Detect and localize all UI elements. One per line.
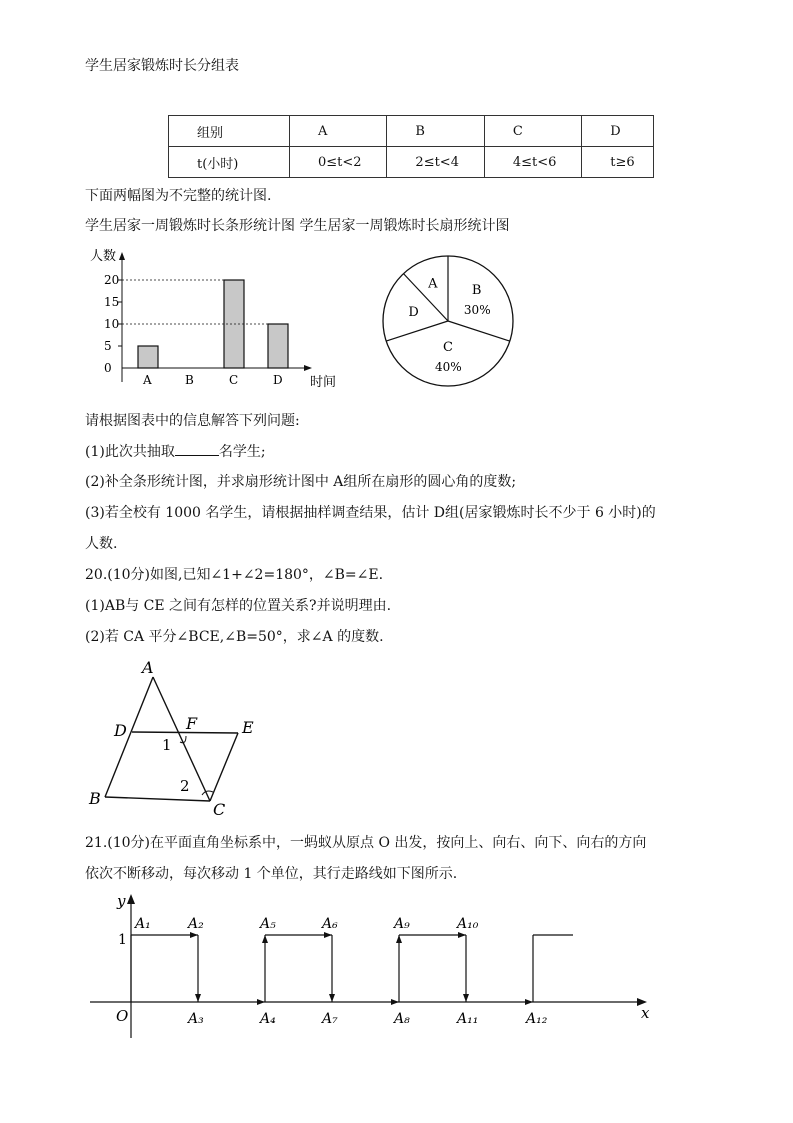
y-tick-label: 15 — [104, 295, 120, 309]
point-label-a6: A₆ — [322, 916, 338, 932]
table-cell: t(小时) — [169, 147, 290, 178]
origin-label: O — [116, 1007, 129, 1025]
bar — [138, 346, 158, 368]
table-cell: C — [484, 116, 581, 147]
arrow-head — [329, 994, 335, 1002]
q20-part2: (2)若 CA 平分∠BCE,∠B=50°，求∠A 的度数. — [85, 629, 384, 645]
ant-path — [131, 935, 573, 1002]
bar-chart-y-arrow — [119, 252, 125, 260]
y-tick-label: 5 — [104, 339, 112, 353]
x-category-label: C — [229, 373, 239, 387]
y-tick-label: 10 — [104, 317, 120, 331]
arrow-head — [262, 935, 268, 943]
angle-1-label: 1 — [162, 736, 172, 754]
table-row — [169, 116, 654, 147]
group-table — [168, 115, 654, 178]
y-tick-1-label: 1 — [118, 932, 127, 948]
point-d-label: D — [114, 721, 127, 740]
table-cell: B — [387, 116, 484, 147]
q19-part1-lead: (1)此次共抽取 — [85, 444, 175, 460]
bar-chart-x-arrow — [304, 365, 312, 371]
segment-bc — [105, 797, 210, 801]
arrow-head — [463, 994, 469, 1002]
bar — [268, 324, 288, 368]
intro-text: 下面两幅图为不完整的统计图. — [85, 188, 272, 204]
point-label-a1: A₁ — [135, 916, 151, 932]
point-a-label: A — [142, 658, 154, 677]
table-cell: t≥6 — [582, 147, 654, 178]
q21-stem-cont: 依次不断移动，每次移动 1 个单位，其行走路线如下图所示. — [85, 866, 458, 882]
point-label-a3: A₃ — [188, 1011, 204, 1027]
pie-slice-label: D — [408, 305, 419, 321]
arrow-head — [257, 999, 265, 1005]
point-c-label: C — [213, 800, 226, 819]
point-label-a12: A₁₂ — [526, 1011, 548, 1027]
x-axis-label: x — [641, 1004, 650, 1022]
q19-part1-tail: 名学生; — [218, 444, 266, 460]
table-cell: A — [290, 116, 387, 147]
coordinate-figure — [85, 888, 665, 1048]
arrow-head — [391, 999, 399, 1005]
y-axis-label: y — [117, 892, 126, 910]
q19-part2: (2)补全条形统计图，并求扇形统计图中 A组所在扇形的圆心角的度数; — [85, 474, 517, 490]
prompt-text: 请根据图表中的信息解答下列问题: — [85, 413, 300, 429]
x-category-label: B — [185, 373, 194, 387]
point-e-label: E — [242, 718, 254, 737]
bar-chart — [80, 240, 360, 400]
table-cell: D — [582, 116, 654, 147]
pie-slice-percent: 30% — [463, 302, 491, 317]
point-label-a2: A₂ — [188, 916, 204, 932]
segment-ab — [105, 677, 153, 797]
arrow-head — [324, 932, 332, 938]
q19-part1 — [85, 441, 266, 461]
q20-part1: (1)AB与 CE 之间有怎样的位置关系?并说明理由. — [85, 598, 392, 614]
pie-slice-label: B — [471, 282, 482, 298]
table-cell: 4≤t<6 — [484, 147, 581, 178]
arrow-head — [195, 994, 201, 1002]
arrow-head — [525, 999, 533, 1005]
x-category-label: D — [273, 373, 283, 387]
point-label-a7: A₇ — [322, 1011, 338, 1027]
q21-stem: 21.(10分)在平面直角坐标系中，一蚂蚁从原点 O 出发，按向上、向右、向下、向右的方向 — [85, 835, 647, 851]
q19-part3: (3)若全校有 1000 名学生，请根据抽样调查结果，估计 D组(居家锻炼时长不少于 6 小时)的 — [85, 505, 656, 521]
point-label-a5: A₅ — [260, 916, 276, 932]
path-arrows — [190, 932, 533, 1005]
q19-part3-cont: 人数. — [85, 536, 118, 552]
table-cell: 组别 — [169, 116, 290, 147]
table-cell: 2≤t<4 — [387, 147, 484, 178]
y-tick-label: 0 — [104, 361, 112, 375]
point-label-a11: A₁₁ — [457, 1011, 479, 1027]
angle-2-label: 2 — [180, 777, 190, 795]
point-label-a10: A₁₀ — [457, 916, 479, 932]
pie-slice-label: A — [428, 276, 438, 292]
table-cell: 0≤t<2 — [290, 147, 387, 178]
x-category-label: A — [143, 373, 152, 387]
point-b-label: B — [89, 789, 101, 808]
pie-slice-percent: 40% — [435, 359, 462, 374]
segment-de — [132, 732, 238, 733]
q20-stem: 20.(10分)如图,已知∠1+∠2=180°，∠B=∠E. — [85, 567, 384, 583]
point-label-a4: A₄ — [260, 1011, 276, 1027]
arrow-head — [458, 932, 466, 938]
table-row — [169, 147, 654, 178]
triangle-figure — [80, 655, 280, 820]
bar-chart-ylabel: 人数 — [90, 249, 117, 264]
bar-chart-xlabel: 时间 — [310, 375, 337, 390]
pie-slice-label: C — [443, 339, 453, 355]
arrow-head — [396, 935, 402, 943]
point-f-label: F — [186, 714, 198, 733]
arrow-head — [190, 932, 198, 938]
pie-chart — [370, 245, 530, 405]
point-label-a9: A₉ — [394, 916, 410, 932]
charts-caption: 学生居家一周锻炼时长条形统计图 学生居家一周锻炼时长扇形统计图 — [85, 218, 510, 234]
answer-blank[interactable] — [175, 454, 219, 456]
y-tick-label: 20 — [104, 273, 120, 287]
point-label-a8: A₈ — [394, 1011, 410, 1027]
segment-ce — [210, 733, 238, 801]
y-axis-arrow — [127, 894, 135, 904]
table-title: 学生居家锻炼时长分组表 — [85, 58, 239, 74]
